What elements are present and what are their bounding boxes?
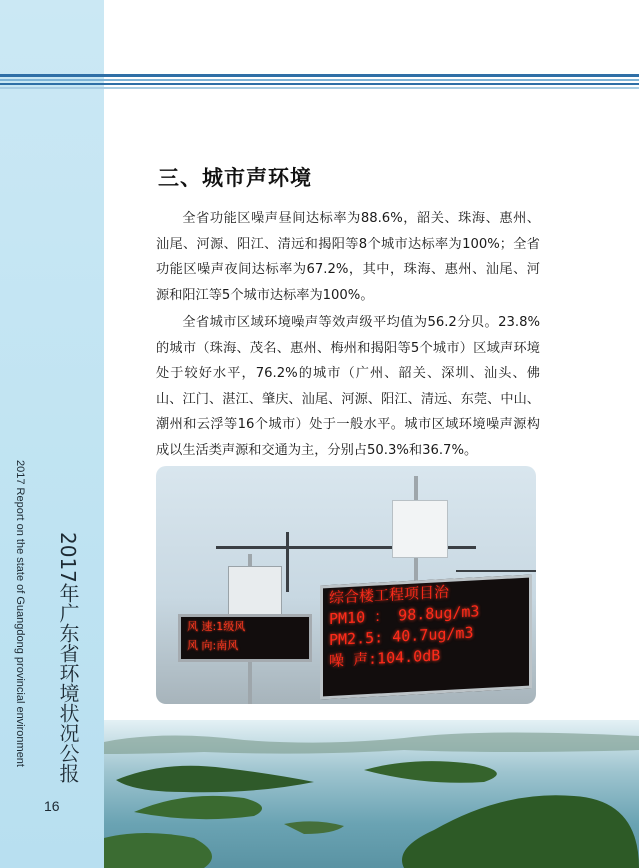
sidebar [0, 0, 104, 868]
monitor-cabinet [228, 566, 282, 618]
wind-display-board [178, 614, 312, 662]
section-heading: 三、城市声环境 [158, 165, 312, 190]
lake-islands-banner [104, 720, 639, 868]
report-title-zh: 2017年广东省环境状况公报 [56, 532, 80, 783]
header-stripes [0, 74, 639, 92]
island-shapes [104, 720, 639, 868]
noise-sensor-box [392, 500, 448, 558]
report-title [14, 460, 94, 783]
led-display-board [320, 574, 532, 699]
wind-direction-row: 风 向:南风 [187, 639, 239, 652]
noise-monitor-photo [156, 466, 536, 704]
led-row-pm25: PM2.5: 40.7ug/m3 [329, 623, 474, 650]
paragraph-regional-noise: 全省城市区域环境噪声等效声级平均值为56.2分贝。23.8%的城市（珠海、茂名、惠州、梅州和揭阳等5个城市）区域声环境处于较好水平，76.2%的城市（广州、韶关、深圳、汕头、佛山、江门、湛江、肇庆、汕尾、河源、阳江、清远、东莞、中山、潮州和云浮等16个城市）处于一般水平。城市区域环境噪声源构成以生活类声源和交通为主，分别占50.3%和36.7%。 [156, 315, 540, 458]
paragraph-functional-zone-noise: 全省功能区噪声昼间达标率为88.6%，韶关、珠海、惠州、汕尾、河源、阳江、清远和揭阳等8个城市达标率为100%；全省功能区噪声夜间达标率为67.2%，其中，珠海、惠州、汕尾、河源和阳江等5个城市达标率为100%。 [156, 211, 540, 303]
wind-speed-row: 风 速:1级风 [187, 620, 246, 633]
page-number: 16 [44, 798, 60, 814]
report-title-en: 2017 Report on the state of Guangdong provincial environment [14, 460, 26, 767]
led-row-title: 综合楼工程项目治 [329, 582, 450, 608]
led-row-noise: 噪 声:104.0dB [329, 646, 441, 671]
led-row-pm10: PM10 ： 98.8ug/m3 [329, 602, 480, 629]
